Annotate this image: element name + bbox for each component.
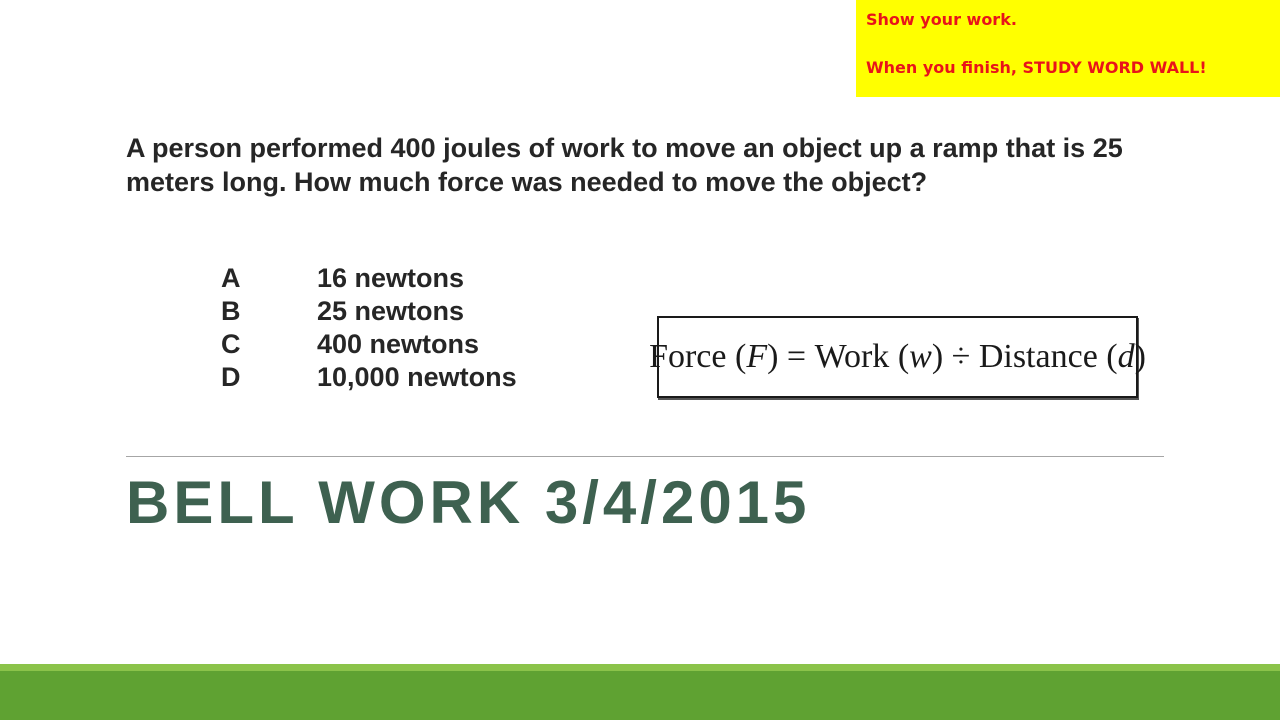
formula-work-word: Work bbox=[814, 338, 890, 375]
answer-choices bbox=[221, 262, 517, 394]
answer-choice-b bbox=[221, 295, 517, 328]
note-line-show-work: Show your work. bbox=[866, 10, 1017, 29]
formula-force-var: F bbox=[746, 338, 768, 375]
formula-divide: ÷ bbox=[951, 338, 971, 375]
answer-choice-a bbox=[221, 262, 517, 295]
choice-text: 25 newtons bbox=[317, 296, 465, 326]
choice-letter: B bbox=[221, 296, 241, 326]
title-divider bbox=[126, 456, 1164, 457]
choice-text: 16 newtons bbox=[317, 263, 465, 293]
choice-text: 400 newtons bbox=[317, 329, 480, 359]
formula-equals: = bbox=[786, 338, 807, 375]
footer-bar bbox=[0, 671, 1280, 720]
formula-distance-word: Distance bbox=[978, 338, 1098, 375]
formula-distance-var: d bbox=[1117, 338, 1135, 375]
formula-work-var: w bbox=[909, 338, 932, 375]
formula-image: Force ( F ) = Work ( w ) ÷ Distance ( d ) bbox=[657, 316, 1138, 398]
instruction-note bbox=[856, 0, 1280, 97]
slide-title: BELL WORK 3/4/2015 bbox=[126, 469, 811, 536]
choice-letter: C bbox=[221, 329, 241, 359]
answer-choice-d bbox=[221, 361, 517, 394]
footer-accent-stripe bbox=[0, 664, 1280, 671]
answer-choice-c bbox=[221, 328, 517, 361]
formula-force-word: Force bbox=[649, 338, 727, 375]
choice-text: 10,000 newtons bbox=[317, 362, 517, 392]
choice-letter: D bbox=[221, 362, 241, 392]
question-text: A person performed 400 joules of work to move an object up a ramp that is 25 meters long. How much force was needed to move the object? bbox=[126, 133, 1123, 197]
choice-letter: A bbox=[221, 263, 241, 293]
note-line-study-word-wall: When you finish, STUDY WORD WALL! bbox=[866, 58, 1207, 77]
